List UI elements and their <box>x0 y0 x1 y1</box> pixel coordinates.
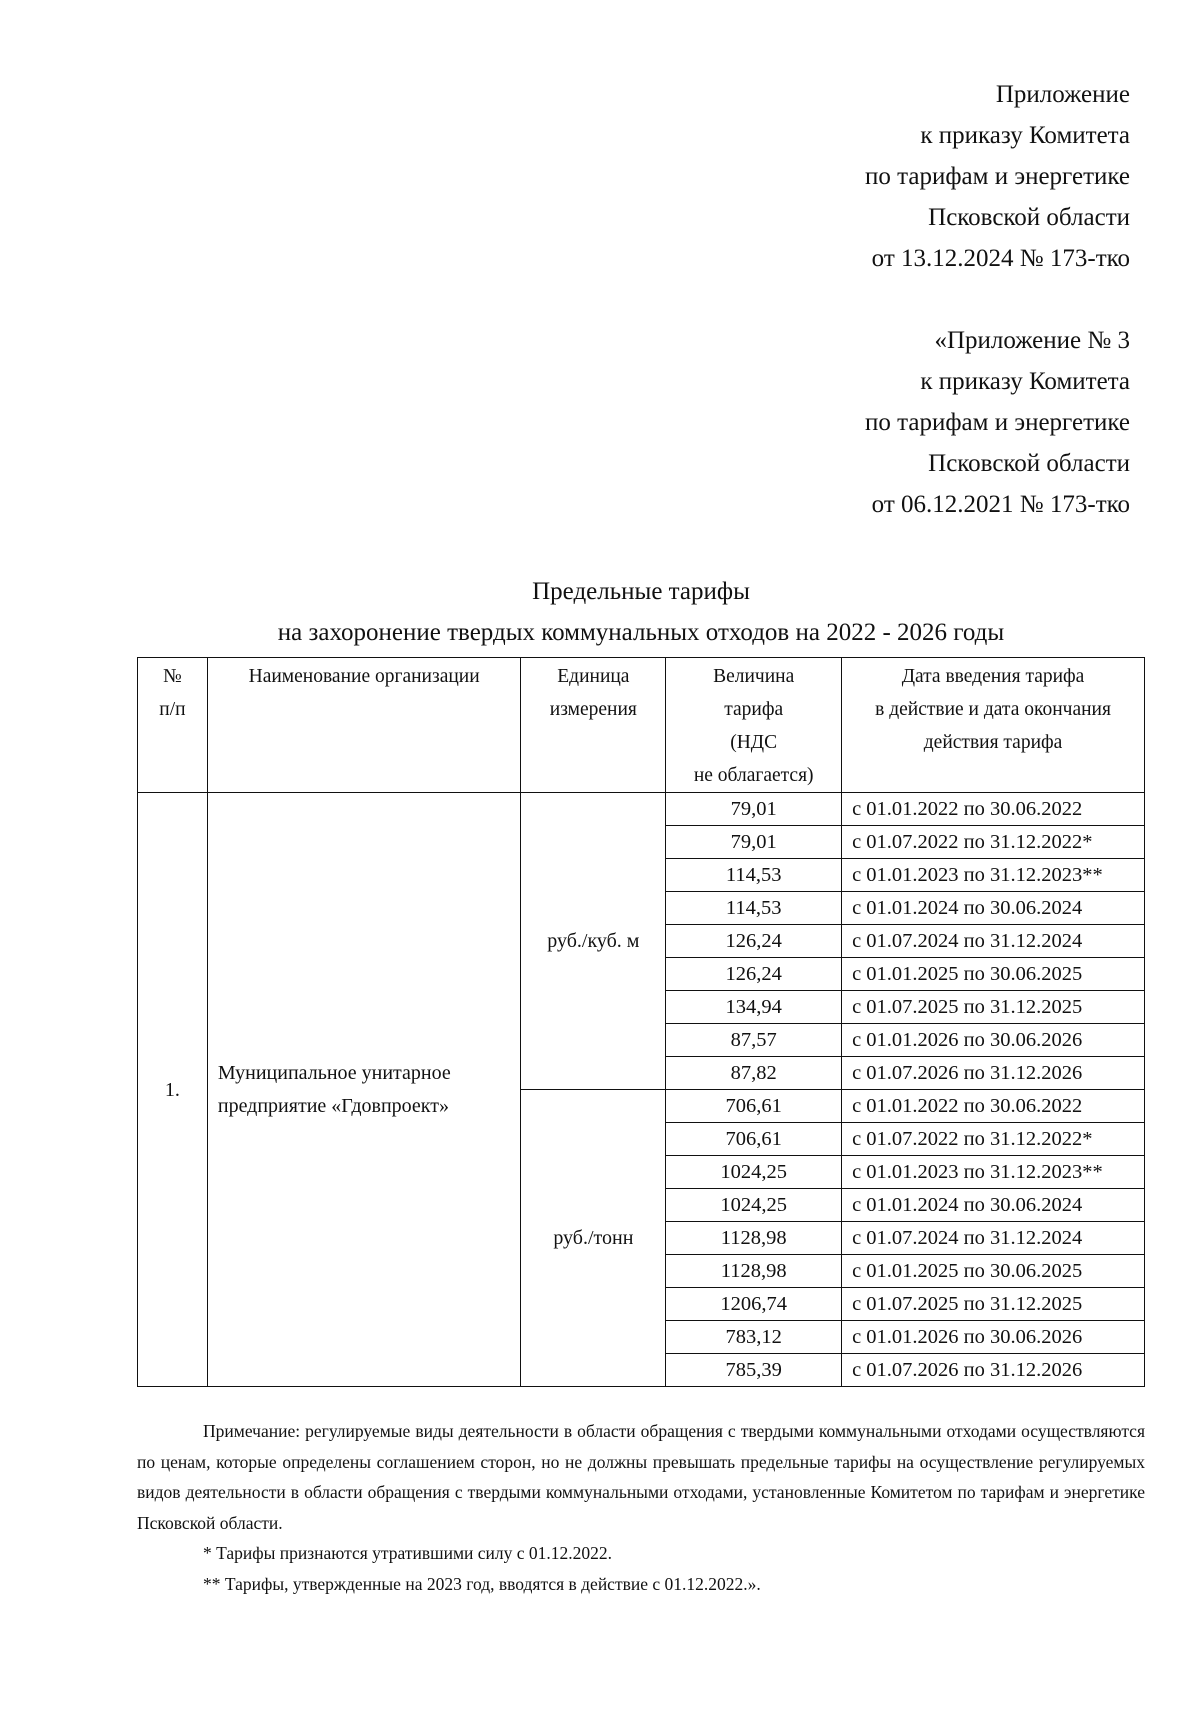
tariff-value: 134,94 <box>666 991 842 1024</box>
header-unit: Единица измерения <box>521 658 666 793</box>
header-period: Дата введения тарифа в действие и дата окончания действия тарифа <box>842 658 1145 793</box>
footnote-double-asterisk: ** Тарифы, утвержденные на 2023 год, вводятся в действие с 01.12.2022.». <box>203 1573 761 1594</box>
appendix-line: «Приложение № 3 <box>934 327 1130 354</box>
header-tariff-value: Величина тарифа (НДС не облагается) <box>666 658 842 793</box>
header-organization: Наименование организации <box>207 658 521 793</box>
tariff-period: с 01.01.2024 по 30.06.2024 <box>842 1189 1145 1222</box>
tariff-period: с 01.01.2025 по 30.06.2025 <box>842 1255 1145 1288</box>
tariff-period: с 01.01.2023 по 31.12.2023** <box>842 859 1145 892</box>
tariff-value: 706,61 <box>666 1090 842 1123</box>
tariff-period: с 01.01.2025 по 30.06.2025 <box>842 958 1145 991</box>
appendix-line: к приказу Комитета <box>920 368 1130 395</box>
appendix-header-current <box>865 74 1130 279</box>
tariff-period: с 01.01.2023 по 31.12.2023** <box>842 1156 1145 1189</box>
title-line-1: Предельные тарифы <box>532 578 750 605</box>
appendix-line: Псковской области <box>928 204 1130 231</box>
appendix-line: от 13.12.2024 № 173-тко <box>871 245 1130 272</box>
tariff-value: 1206,74 <box>666 1288 842 1321</box>
tariff-period: с 01.07.2025 по 31.12.2025 <box>842 991 1145 1024</box>
tariff-value: 87,57 <box>666 1024 842 1057</box>
appendix-line: по тарифам и энергетике <box>865 163 1130 190</box>
tariff-value: 79,01 <box>666 793 842 826</box>
appendix-line: Приложение <box>995 81 1130 108</box>
title-line-2: на захоронение твердых коммунальных отходов на 2022 - 2026 годы <box>277 619 1005 646</box>
tariff-period: с 01.07.2025 по 31.12.2025 <box>842 1288 1145 1321</box>
tariff-value: 1128,98 <box>666 1255 842 1288</box>
unit-ton: руб./тонн <box>521 1090 666 1387</box>
header-number: № п/п <box>138 658 208 793</box>
tariff-value: 114,53 <box>666 859 842 892</box>
unit-cubic-meter: руб./куб. м <box>521 793 666 1090</box>
note-main-text: Примечание: регулируемые виды деятельности в области обращения с твердыми коммунальными отходами осуществляются по ценам, которые определены соглашением сторон, но не должны превышать предельные тарифы на осуществление регулируемых видов деятельности в области обращения с твердыми коммунальными отходами, установленные Комитетом по тарифам и энергетике Псковской области. <box>137 1421 1145 1533</box>
tariff-value: 783,12 <box>666 1321 842 1354</box>
tariff-value: 87,82 <box>666 1057 842 1090</box>
tariff-value: 1128,98 <box>666 1222 842 1255</box>
appendix-header-original <box>865 320 1130 525</box>
tariff-period: с 01.07.2022 по 31.12.2022* <box>842 826 1145 859</box>
tariff-value: 126,24 <box>666 925 842 958</box>
footnote-single-asterisk: * Тарифы признаются утратившими силу с 01.12.2022. <box>203 1543 613 1563</box>
tariff-value: 1024,25 <box>666 1156 842 1189</box>
organization-name: Муниципальное унитарное предприятие «Гдовпроект» <box>207 793 521 1387</box>
tariff-value: 126,24 <box>666 958 842 991</box>
document-title <box>137 571 1145 653</box>
tariff-period: с 01.01.2022 по 30.06.2022 <box>842 1090 1145 1123</box>
tariff-value: 114,53 <box>666 892 842 925</box>
tariff-value: 785,39 <box>666 1354 842 1387</box>
notes-section <box>137 1416 1145 1599</box>
tariff-period: с 01.07.2026 по 31.12.2026 <box>842 1354 1145 1387</box>
appendix-line: Псковской области <box>928 450 1130 477</box>
tariff-period: с 01.07.2024 по 31.12.2024 <box>842 1222 1145 1255</box>
tariff-value: 1024,25 <box>666 1189 842 1222</box>
tariff-period: с 01.01.2024 по 30.06.2024 <box>842 892 1145 925</box>
tariff-period: с 01.07.2022 по 31.12.2022* <box>842 1123 1145 1156</box>
tariff-table <box>137 657 1145 1387</box>
appendix-line: по тарифам и энергетике <box>865 409 1130 436</box>
tariff-period: с 01.01.2026 по 30.06.2026 <box>842 1321 1145 1354</box>
tariff-value: 706,61 <box>666 1123 842 1156</box>
tariff-period: с 01.01.2026 по 30.06.2026 <box>842 1024 1145 1057</box>
table-header-row <box>138 658 1145 793</box>
tariff-value: 79,01 <box>666 826 842 859</box>
tariff-period: с 01.07.2026 по 31.12.2026 <box>842 1057 1145 1090</box>
appendix-line: от 06.12.2021 № 173-тко <box>871 491 1130 518</box>
tariff-period: с 01.07.2024 по 31.12.2024 <box>842 925 1145 958</box>
table-row <box>138 793 1145 826</box>
row-number: 1. <box>138 793 208 1387</box>
appendix-line: к приказу Комитета <box>920 122 1130 149</box>
tariff-period: с 01.01.2022 по 30.06.2022 <box>842 793 1145 826</box>
